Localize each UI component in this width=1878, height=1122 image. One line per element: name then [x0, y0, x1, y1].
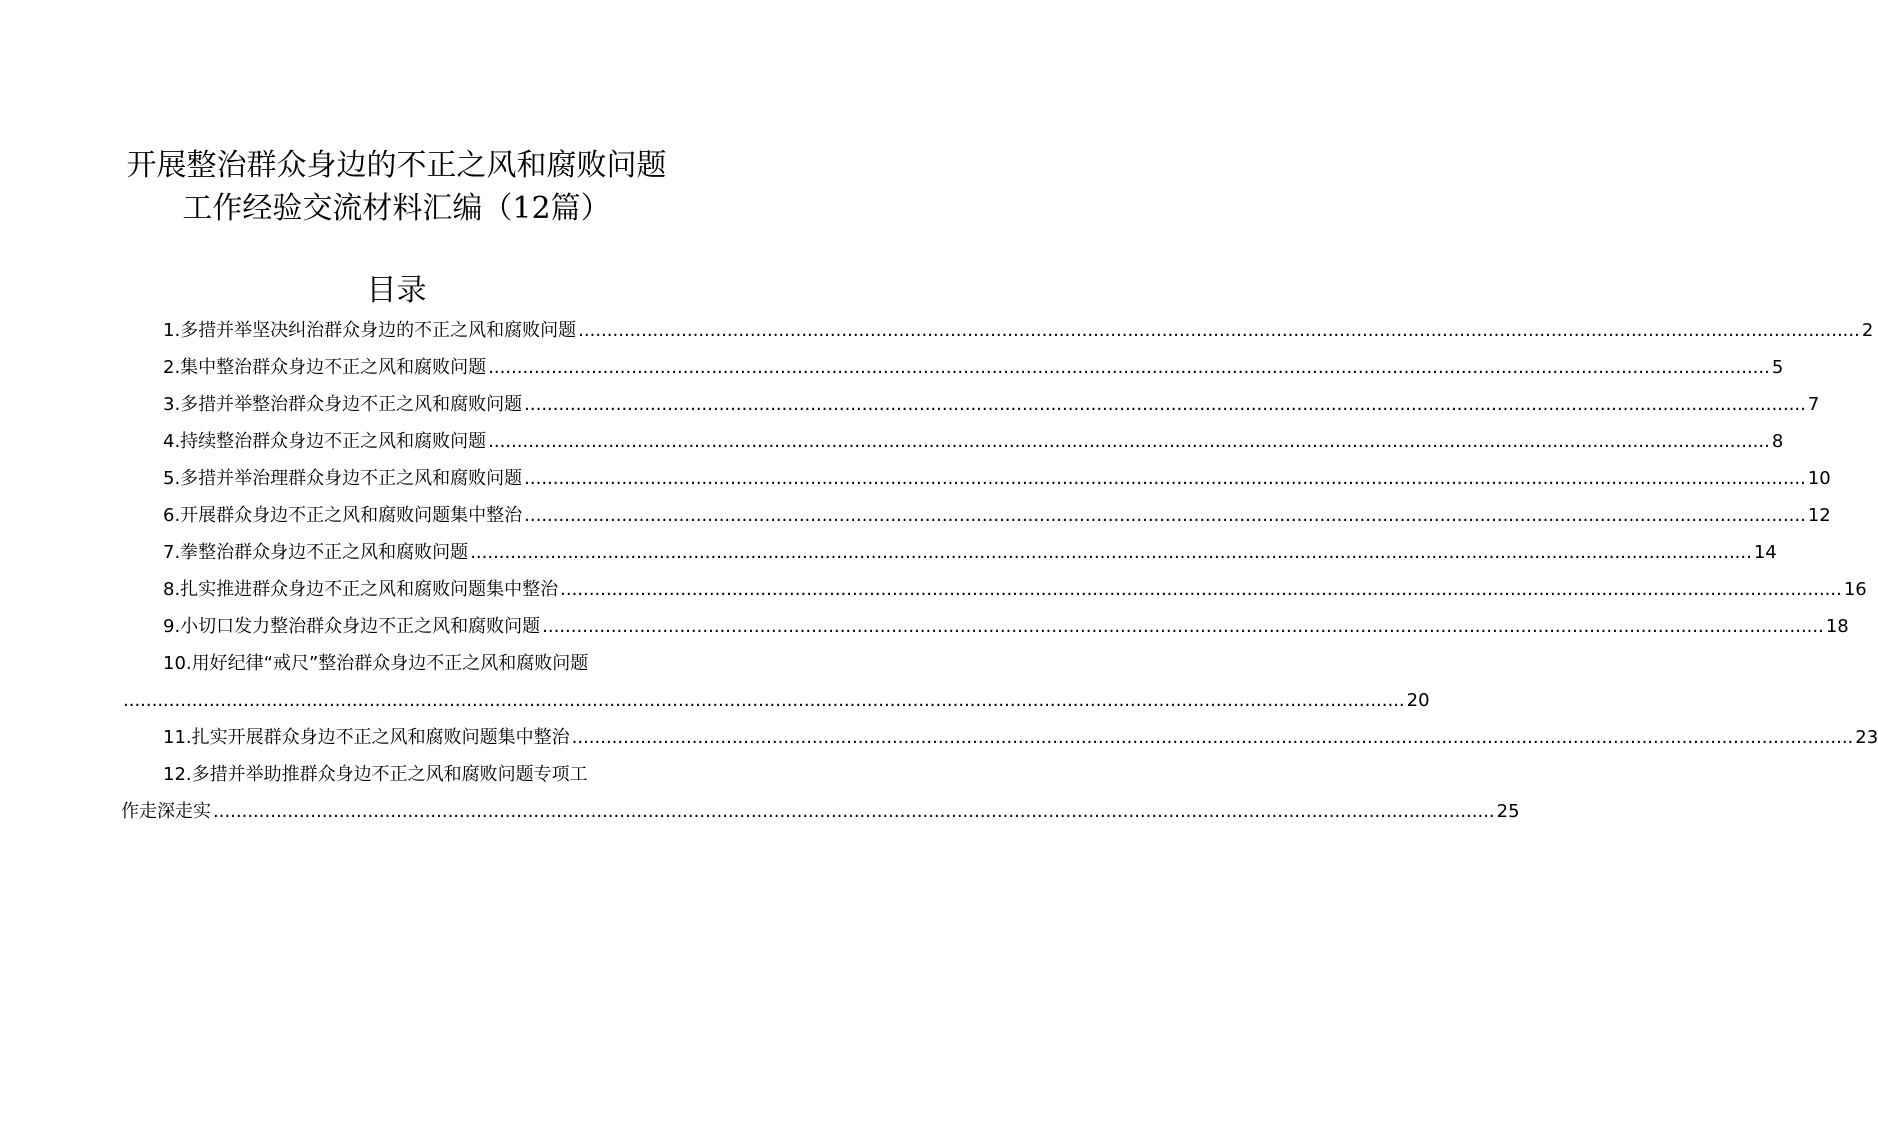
toc-entry[interactable]	[121, 312, 1874, 349]
toc-entry-label: 11.扎实开展群众身边不正之风和腐败问题集中整治	[163, 727, 570, 748]
toc-leader-dots	[524, 497, 1806, 534]
toc-entry-page: 14	[1753, 542, 1777, 563]
toc-entry[interactable]	[121, 534, 1777, 571]
toc-entry[interactable]	[121, 645, 1430, 719]
toc-entry-page: 23	[1855, 727, 1878, 748]
toc-entry-page: 8	[1771, 431, 1784, 452]
toc-entry-label: 12.多措并举助推群众身边不正之风和腐败问题专项工	[163, 764, 588, 785]
toc-entry-label: 10.用好纪律“戒尺”整治群众身边不正之风和腐败问题	[163, 653, 589, 674]
toc-entry-page: 7	[1807, 394, 1820, 415]
toc-entry-page: 18	[1825, 616, 1849, 637]
toc-entry-page: 16	[1843, 579, 1867, 600]
toc-leader-dots	[524, 460, 1806, 497]
document-title-line-2: 工作经验交流材料汇编（12篇）	[182, 191, 611, 226]
toc-leader-dots	[213, 793, 1495, 830]
toc-entry[interactable]	[121, 349, 1784, 386]
toc-entry[interactable]	[121, 497, 1831, 534]
toc-entry-label: 5.多措并举治理群众身边不正之风和腐败问题	[163, 468, 523, 489]
toc-leader-dots	[542, 608, 1824, 645]
toc-entry-page: 25	[1496, 801, 1520, 822]
toc-entry-page: 5	[1771, 357, 1784, 378]
toc-leader-dots	[470, 534, 1752, 571]
toc-entry-label: 4.持续整治群众身边不正之风和腐败问题	[163, 431, 487, 452]
toc-entry-label: 7.拳整治群众身边不正之风和腐败问题	[163, 542, 469, 563]
toc-entry[interactable]	[121, 386, 1820, 423]
toc-entry-page: 20	[1406, 690, 1430, 711]
toc-heading: 目录	[366, 273, 427, 308]
document-title-line-1: 开展整治群众身边的不正之风和腐败问题	[126, 148, 667, 183]
toc-leader-dots	[123, 682, 1405, 719]
toc-leader-dots	[488, 349, 1770, 386]
toc-entry-label: 8.扎实推进群众身边不正之风和腐败问题集中整治	[163, 579, 559, 600]
toc-entry[interactable]	[121, 608, 1849, 645]
toc-entry-page: 2	[1861, 320, 1874, 341]
toc-entry[interactable]	[121, 460, 1831, 497]
toc-entry-label: 6.开展群众身边不正之风和腐败问题集中整治	[163, 505, 523, 526]
toc-leader-dots	[488, 423, 1770, 460]
toc-entry-label: 1.多措并举坚决纠治群众身边的不正之风和腐败问题	[163, 320, 577, 341]
toc-entry[interactable]	[121, 719, 1878, 756]
toc-entry-label-continued: 作走深走实	[121, 801, 211, 822]
toc-entry-page: 12	[1807, 505, 1831, 526]
toc-leader-dots	[524, 386, 1806, 423]
toc-entry-label: 2.集中整治群众身边不正之风和腐败问题	[163, 357, 487, 378]
toc-entry-page: 10	[1807, 468, 1831, 489]
toc-entry-label: 9.小切口发力整治群众身边不正之风和腐败问题	[163, 616, 541, 637]
toc-leader-dots	[578, 312, 1860, 349]
toc-entry[interactable]	[121, 423, 1784, 460]
toc-leader-dots	[560, 571, 1842, 608]
table-of-contents	[121, 312, 1878, 830]
toc-leader-dots	[572, 719, 1854, 756]
toc-entry-label: 3.多措并举整治群众身边不正之风和腐败问题	[163, 394, 523, 415]
toc-entry[interactable]	[121, 571, 1867, 608]
toc-entry[interactable]	[121, 756, 1520, 830]
